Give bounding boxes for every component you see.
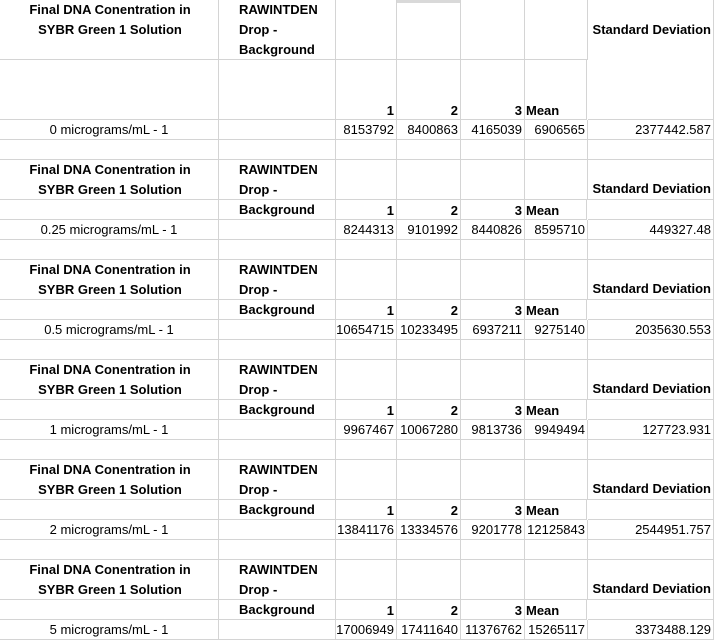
rawintden-header-cell[interactable]: RAWINTDEN Drop - Background: [219, 160, 336, 200]
value-rep1-cell[interactable]: 13841176: [276, 520, 397, 540]
value-rep1-cell[interactable]: 8244313: [276, 220, 397, 240]
mean-header[interactable]: Mean: [524, 600, 587, 620]
value-rep3-cell[interactable]: 8440826: [461, 220, 525, 240]
replicate-2-header[interactable]: 2: [397, 400, 461, 420]
empty-cell[interactable]: [461, 0, 525, 60]
rawintden-header-cell[interactable]: RAWINTDEN Drop - Background: [219, 460, 336, 500]
concentration-header-cell[interactable]: Final DNA Conentration in SYBR Green 1 Solution: [0, 0, 219, 60]
empty-cell[interactable]: [0, 540, 219, 560]
standard-deviation-header-cell[interactable]: Standard Deviation: [588, 560, 714, 600]
replicate-1-header[interactable]: 1: [336, 60, 397, 120]
value-rep3-cell[interactable]: 9813736: [461, 420, 525, 440]
empty-cell[interactable]: [588, 500, 714, 520]
replicate-1-header[interactable]: 1: [336, 600, 397, 620]
empty-cell[interactable]: [588, 300, 714, 320]
value-rep3-cell[interactable]: 9201778: [461, 520, 525, 540]
value-mean-cell[interactable]: 9275140: [525, 320, 588, 340]
value-rep1-cell[interactable]: 17006949: [276, 620, 397, 640]
empty-cell[interactable]: [588, 140, 714, 160]
value-rep2-cell[interactable]: 9101992: [397, 220, 461, 240]
value-stddev-cell[interactable]: 3373488.129: [588, 620, 714, 640]
empty-cell[interactable]: [336, 440, 397, 460]
value-rep1-cell[interactable]: 10654715: [276, 320, 397, 340]
empty-cell[interactable]: [525, 440, 588, 460]
value-stddev-cell[interactable]: 2035630.553: [588, 320, 714, 340]
empty-cell[interactable]: [0, 60, 219, 120]
empty-cell[interactable]: [336, 540, 397, 560]
empty-cell[interactable]: [397, 240, 461, 260]
empty-cell[interactable]: [336, 560, 397, 600]
concentration-header-cell[interactable]: Final DNA Conentration in SYBR Green 1 Solution: [0, 160, 219, 200]
concentration-header-cell[interactable]: Final DNA Conentration in SYBR Green 1 Solution: [0, 260, 219, 300]
rawintden-header-cell[interactable]: RAWINTDEN Drop - Background: [219, 0, 336, 60]
empty-cell[interactable]: [397, 460, 461, 500]
value-stddev-cell[interactable]: 449327.48: [588, 220, 714, 240]
empty-cell[interactable]: [336, 340, 397, 360]
value-rep2-cell[interactable]: 13334576: [397, 520, 461, 540]
empty-cell[interactable]: [461, 340, 525, 360]
empty-cell[interactable]: [461, 540, 525, 560]
empty-cell[interactable]: [0, 340, 219, 360]
empty-cell[interactable]: [219, 240, 336, 260]
rawintden-header-cell[interactable]: RAWINTDEN Drop - Background: [219, 360, 336, 400]
empty-cell[interactable]: [336, 240, 397, 260]
concentration-header-cell[interactable]: Final DNA Conentration in SYBR Green 1 Solution: [0, 560, 219, 600]
empty-cell[interactable]: [397, 340, 461, 360]
empty-cell[interactable]: [397, 440, 461, 460]
empty-cell[interactable]: [0, 140, 219, 160]
value-mean-cell[interactable]: 12125843: [525, 520, 588, 540]
replicate-1-header[interactable]: 1: [336, 200, 397, 220]
concentration-label-cell[interactable]: 1 micrograms/mL - 1: [0, 420, 219, 440]
mean-header[interactable]: Mean: [524, 400, 587, 420]
standard-deviation-header-cell[interactable]: Standard Deviation: [588, 460, 714, 500]
standard-deviation-header-cell[interactable]: Standard Deviation: [588, 160, 714, 200]
empty-cell[interactable]: [525, 240, 588, 260]
empty-cell[interactable]: [525, 160, 588, 200]
value-rep2-cell[interactable]: 17411640: [397, 620, 461, 640]
empty-cell[interactable]: [219, 140, 336, 160]
empty-cell[interactable]: [525, 0, 588, 60]
empty-cell[interactable]: [461, 440, 525, 460]
concentration-label-cell[interactable]: 0.25 micrograms/mL - 1: [0, 220, 219, 240]
empty-cell[interactable]: [336, 360, 397, 400]
mean-header[interactable]: Mean: [524, 300, 587, 320]
mean-header[interactable]: Mean: [524, 500, 587, 520]
value-mean-cell[interactable]: 8595710: [525, 220, 588, 240]
empty-cell[interactable]: [461, 560, 525, 600]
concentration-header-cell[interactable]: Final DNA Conentration in SYBR Green 1 Solution: [0, 460, 219, 500]
value-rep2-cell[interactable]: 10067280: [397, 420, 461, 440]
empty-cell[interactable]: [588, 200, 714, 220]
replicate-2-header[interactable]: 2: [397, 200, 461, 220]
replicate-3-header[interactable]: 3: [461, 60, 525, 120]
empty-cell[interactable]: [219, 200, 336, 220]
replicate-2-header[interactable]: 2: [397, 60, 461, 120]
concentration-label-cell[interactable]: 2 micrograms/mL - 1: [0, 520, 219, 540]
replicate-3-header[interactable]: 3: [461, 200, 525, 220]
empty-cell[interactable]: [219, 600, 336, 620]
empty-cell[interactable]: [0, 300, 219, 320]
replicate-3-header[interactable]: 3: [461, 500, 525, 520]
value-rep1-cell[interactable]: 8153792: [276, 120, 397, 140]
standard-deviation-header-cell[interactable]: Standard Deviation: [588, 360, 714, 400]
replicate-2-header[interactable]: 2: [397, 500, 461, 520]
standard-deviation-header-cell[interactable]: Standard Deviation: [588, 0, 714, 60]
value-rep2-cell[interactable]: 10233495: [397, 320, 461, 340]
replicate-2-header[interactable]: 2: [397, 300, 461, 320]
empty-cell[interactable]: [0, 600, 219, 620]
value-mean-cell[interactable]: 6906565: [525, 120, 588, 140]
empty-cell[interactable]: [588, 60, 714, 120]
value-rep3-cell[interactable]: 11376762: [461, 620, 525, 640]
empty-cell[interactable]: [397, 0, 461, 60]
empty-cell[interactable]: [219, 400, 336, 420]
value-stddev-cell[interactable]: 2377442.587: [588, 120, 714, 140]
rawintden-header-cell[interactable]: RAWINTDEN Drop - Background: [219, 260, 336, 300]
value-rep1-cell[interactable]: 9967467: [276, 420, 397, 440]
empty-cell[interactable]: [525, 540, 588, 560]
mean-header[interactable]: Mean: [524, 200, 587, 220]
empty-cell[interactable]: [461, 160, 525, 200]
empty-cell[interactable]: [0, 400, 219, 420]
replicate-1-header[interactable]: 1: [336, 400, 397, 420]
value-mean-cell[interactable]: 15265117: [525, 620, 588, 640]
concentration-label-cell[interactable]: 0 micrograms/mL - 1: [0, 120, 219, 140]
value-stddev-cell[interactable]: 2544951.757: [588, 520, 714, 540]
value-stddev-cell[interactable]: 127723.931: [588, 420, 714, 440]
empty-cell[interactable]: [336, 260, 397, 300]
empty-cell[interactable]: [397, 560, 461, 600]
empty-cell[interactable]: [525, 260, 588, 300]
value-rep3-cell[interactable]: 6937211: [461, 320, 525, 340]
empty-cell[interactable]: [588, 600, 714, 620]
empty-cell[interactable]: [461, 240, 525, 260]
empty-cell[interactable]: [219, 500, 336, 520]
empty-cell[interactable]: [461, 460, 525, 500]
replicate-2-header[interactable]: 2: [397, 600, 461, 620]
empty-cell[interactable]: [525, 460, 588, 500]
empty-cell[interactable]: [397, 360, 461, 400]
empty-cell[interactable]: [336, 460, 397, 500]
replicate-1-header[interactable]: 1: [336, 300, 397, 320]
replicate-1-header[interactable]: 1: [336, 500, 397, 520]
empty-cell[interactable]: [588, 440, 714, 460]
empty-cell[interactable]: [588, 240, 714, 260]
concentration-header-cell[interactable]: Final DNA Conentration in SYBR Green 1 Solution: [0, 360, 219, 400]
empty-cell[interactable]: [0, 240, 219, 260]
empty-cell[interactable]: [461, 360, 525, 400]
empty-cell[interactable]: [219, 60, 336, 120]
empty-cell[interactable]: [397, 160, 461, 200]
value-mean-cell[interactable]: 9949494: [525, 420, 588, 440]
empty-cell[interactable]: [461, 140, 525, 160]
replicate-3-header[interactable]: 3: [461, 300, 525, 320]
empty-cell[interactable]: [397, 140, 461, 160]
empty-cell[interactable]: [588, 340, 714, 360]
replicate-3-header[interactable]: 3: [461, 600, 525, 620]
empty-cell[interactable]: [336, 160, 397, 200]
empty-cell[interactable]: [219, 300, 336, 320]
empty-cell[interactable]: [525, 340, 588, 360]
empty-cell[interactable]: [588, 400, 714, 420]
empty-cell[interactable]: [588, 540, 714, 560]
concentration-label-cell[interactable]: 0.5 micrograms/mL - 1: [0, 320, 219, 340]
empty-cell[interactable]: [219, 540, 336, 560]
mean-header[interactable]: Mean: [524, 60, 587, 120]
empty-cell[interactable]: [219, 340, 336, 360]
rawintden-header-cell[interactable]: RAWINTDEN Drop - Background: [219, 560, 336, 600]
empty-cell[interactable]: [397, 540, 461, 560]
empty-cell[interactable]: [219, 440, 336, 460]
empty-cell[interactable]: [336, 140, 397, 160]
replicate-3-header[interactable]: 3: [461, 400, 525, 420]
empty-cell[interactable]: [336, 0, 397, 60]
value-rep3-cell[interactable]: 4165039: [461, 120, 525, 140]
empty-cell[interactable]: [525, 360, 588, 400]
empty-cell[interactable]: [461, 260, 525, 300]
empty-cell[interactable]: [397, 260, 461, 300]
value-rep2-cell[interactable]: 8400863: [397, 120, 461, 140]
concentration-label-cell[interactable]: 5 micrograms/mL - 1: [0, 620, 219, 640]
empty-cell[interactable]: [0, 440, 219, 460]
empty-cell[interactable]: [525, 140, 588, 160]
standard-deviation-header-cell[interactable]: Standard Deviation: [588, 260, 714, 300]
empty-cell[interactable]: [525, 560, 588, 600]
empty-cell[interactable]: [0, 200, 219, 220]
empty-cell[interactable]: [0, 500, 219, 520]
